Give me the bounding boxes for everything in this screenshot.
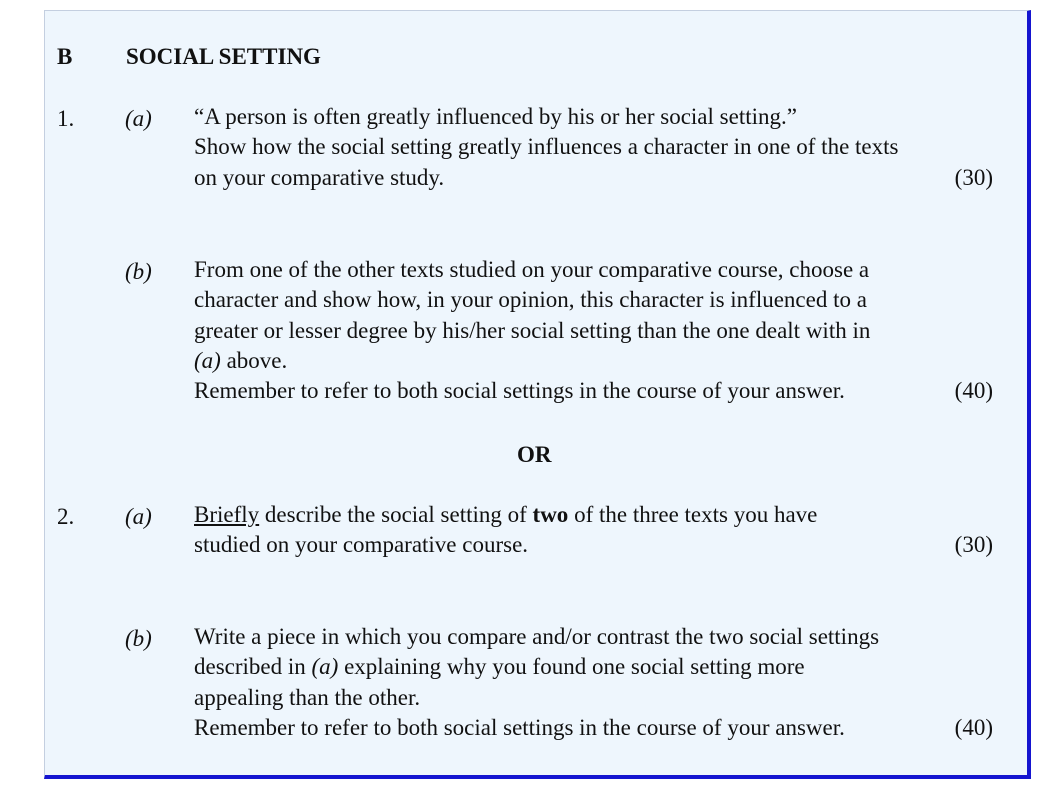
- question-1b-line-4-text: above.: [226, 348, 288, 373]
- question-2a-label: (a): [125, 504, 152, 529]
- question-1b-line-5: Remember to refer to both social settings in the course of your answer.: [194, 378, 845, 403]
- question-2a-line-2: studied on your comparative course.: [194, 532, 529, 557]
- question-1b-line-4: [194, 348, 287, 374]
- question-1b-label: (b): [125, 259, 152, 284]
- question-2b-line-2-start: described in: [194, 654, 312, 679]
- question-1a-line-1: “A person is often greatly influenced by his or her social setting.”: [194, 104, 797, 129]
- question-1a-line-3: on your comparative study.: [194, 165, 445, 190]
- question-2-number: 2.: [57, 504, 75, 529]
- question-1a-label: (a): [125, 106, 152, 131]
- question-1b-line-2: character and show how, in your opinion, this character is influenced to a: [194, 287, 867, 312]
- or-separator: OR: [517, 442, 552, 467]
- question-1b-line-3: greater or lesser degree by his/her social setting than the one dealt with in: [194, 318, 871, 343]
- question-1b-line-1: From one of the other texts studied on your comparative course, choose a: [194, 257, 870, 282]
- question-2b-ref: (a): [311, 654, 339, 679]
- question-2b-marks: (40): [954, 715, 993, 740]
- question-2a-emph-word: Briefly: [194, 502, 260, 527]
- section-title: SOCIAL SETTING: [126, 44, 321, 69]
- question-1b-ref: (a): [194, 348, 221, 373]
- question-2b-line-2-end: explaining why you found one social setting more: [338, 654, 805, 679]
- question-2b-label: (b): [125, 626, 152, 651]
- question-2b-line-4: Remember to refer to both social settings in the course of your answer.: [194, 715, 845, 740]
- question-2b-line-3: appealing than the other.: [194, 685, 421, 710]
- question-2b-line-2: [194, 654, 805, 680]
- question-2a-line-1: [194, 502, 817, 528]
- question-1-number: 1.: [57, 106, 75, 131]
- question-2a-bold-word: two: [532, 502, 569, 527]
- question-1a-marks: (30): [954, 165, 993, 190]
- question-2a-line-1-end: of the three texts you have: [568, 502, 818, 527]
- question-2b-line-1: Write a piece in which you compare and/or contrast the two social settings: [194, 624, 880, 649]
- section-letter: B: [57, 44, 73, 69]
- question-2a-marks: (30): [954, 532, 993, 557]
- question-1b-marks: (40): [954, 378, 993, 403]
- question-1a-line-2: Show how the social setting greatly influences a character in one of the texts: [194, 134, 899, 159]
- question-2a-line-1-mid: describe the social setting of: [259, 502, 533, 527]
- question-panel: [44, 10, 1031, 779]
